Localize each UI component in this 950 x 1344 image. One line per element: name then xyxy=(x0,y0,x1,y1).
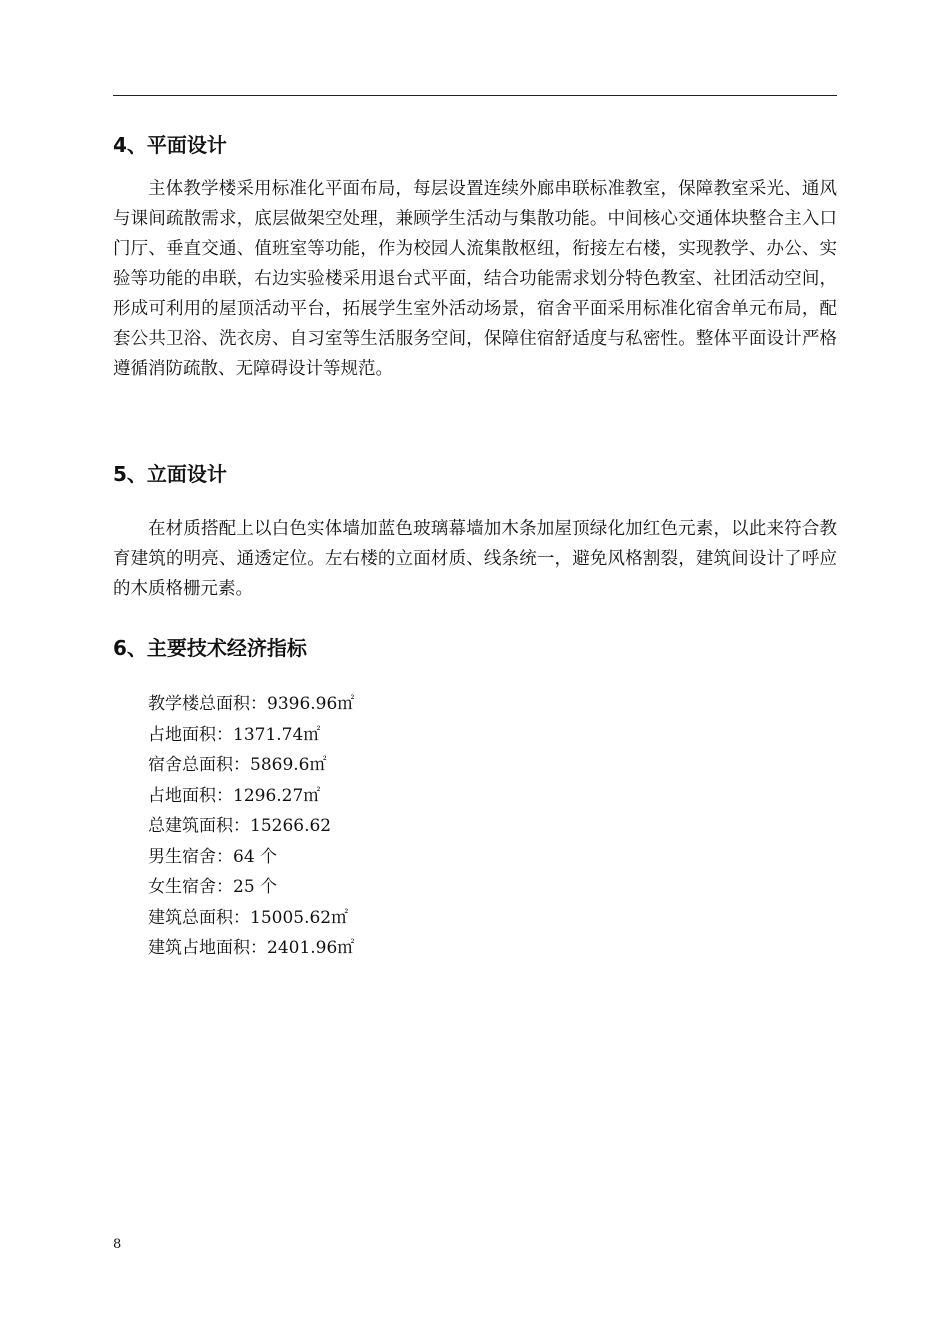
section-heading-metrics: 6、主要技术经济指标 xyxy=(113,636,307,660)
metric-item: 建筑总面积：15005.62㎡ xyxy=(148,907,349,928)
metric-item: 宿舍总面积：5869.6㎡ xyxy=(148,755,327,775)
header-rule xyxy=(113,95,837,96)
metric-item: 占地面积：1296.27㎡ xyxy=(148,785,321,806)
metric-item: 男生宿舍：64 个 xyxy=(148,846,278,867)
metric-item: 占地面积：1371.74㎡ xyxy=(148,724,321,745)
metric-item: 教学楼总面积：9396.96㎡ xyxy=(148,694,355,714)
metrics-list xyxy=(148,689,354,964)
section-heading-plan: 4、平面设计 xyxy=(113,133,227,157)
metric-item: 建筑占地面积：2401.96㎡ xyxy=(148,938,355,958)
metric-item: 女生宿舍：25 个 xyxy=(148,877,278,897)
section-paragraph-elevation: 在材质搭配上以白色实体墙加蓝色玻璃幕墙加木条加屋顶绿化加红色元素，以此来符合教育建筑的明亮、通透定位。左右楼的立面材质、线条统一，避免风格割裂，建筑间设计了呼应的木质格栅元素。 xyxy=(113,519,837,599)
metric-item: 总建筑面积：15266.62 xyxy=(148,816,332,836)
page-number: 8 xyxy=(113,1237,122,1252)
section-paragraph-plan: 主体教学楼采用标准化平面布局，每层设置连续外廊串联标准教室，保障教室采光、通风与课间疏散需求，底层做架空处理，兼顾学生活动与集散功能。中间核心交通体块整合主入口门厅、垂直交通、值班室等功能，作为校园人流集散枢纽，衔接左右楼，实现教学、办公、实验等功能的串联，右边实验楼采用退台式平面，结合功能需求划分特色教室、社团活动空间，形成可利用的屋顶活动平台，拓展学生室外活动场景，宿舍平面采用标准化宿舍单元布局，配套公共卫浴、洗衣房、自习室等生活服务空间，保障住宿舒适度与私密性。整体平面设计严格遵循消防疏散、无障碍设计等规范。 xyxy=(113,179,837,379)
section-heading-elevation: 5、立面设计 xyxy=(113,462,227,486)
